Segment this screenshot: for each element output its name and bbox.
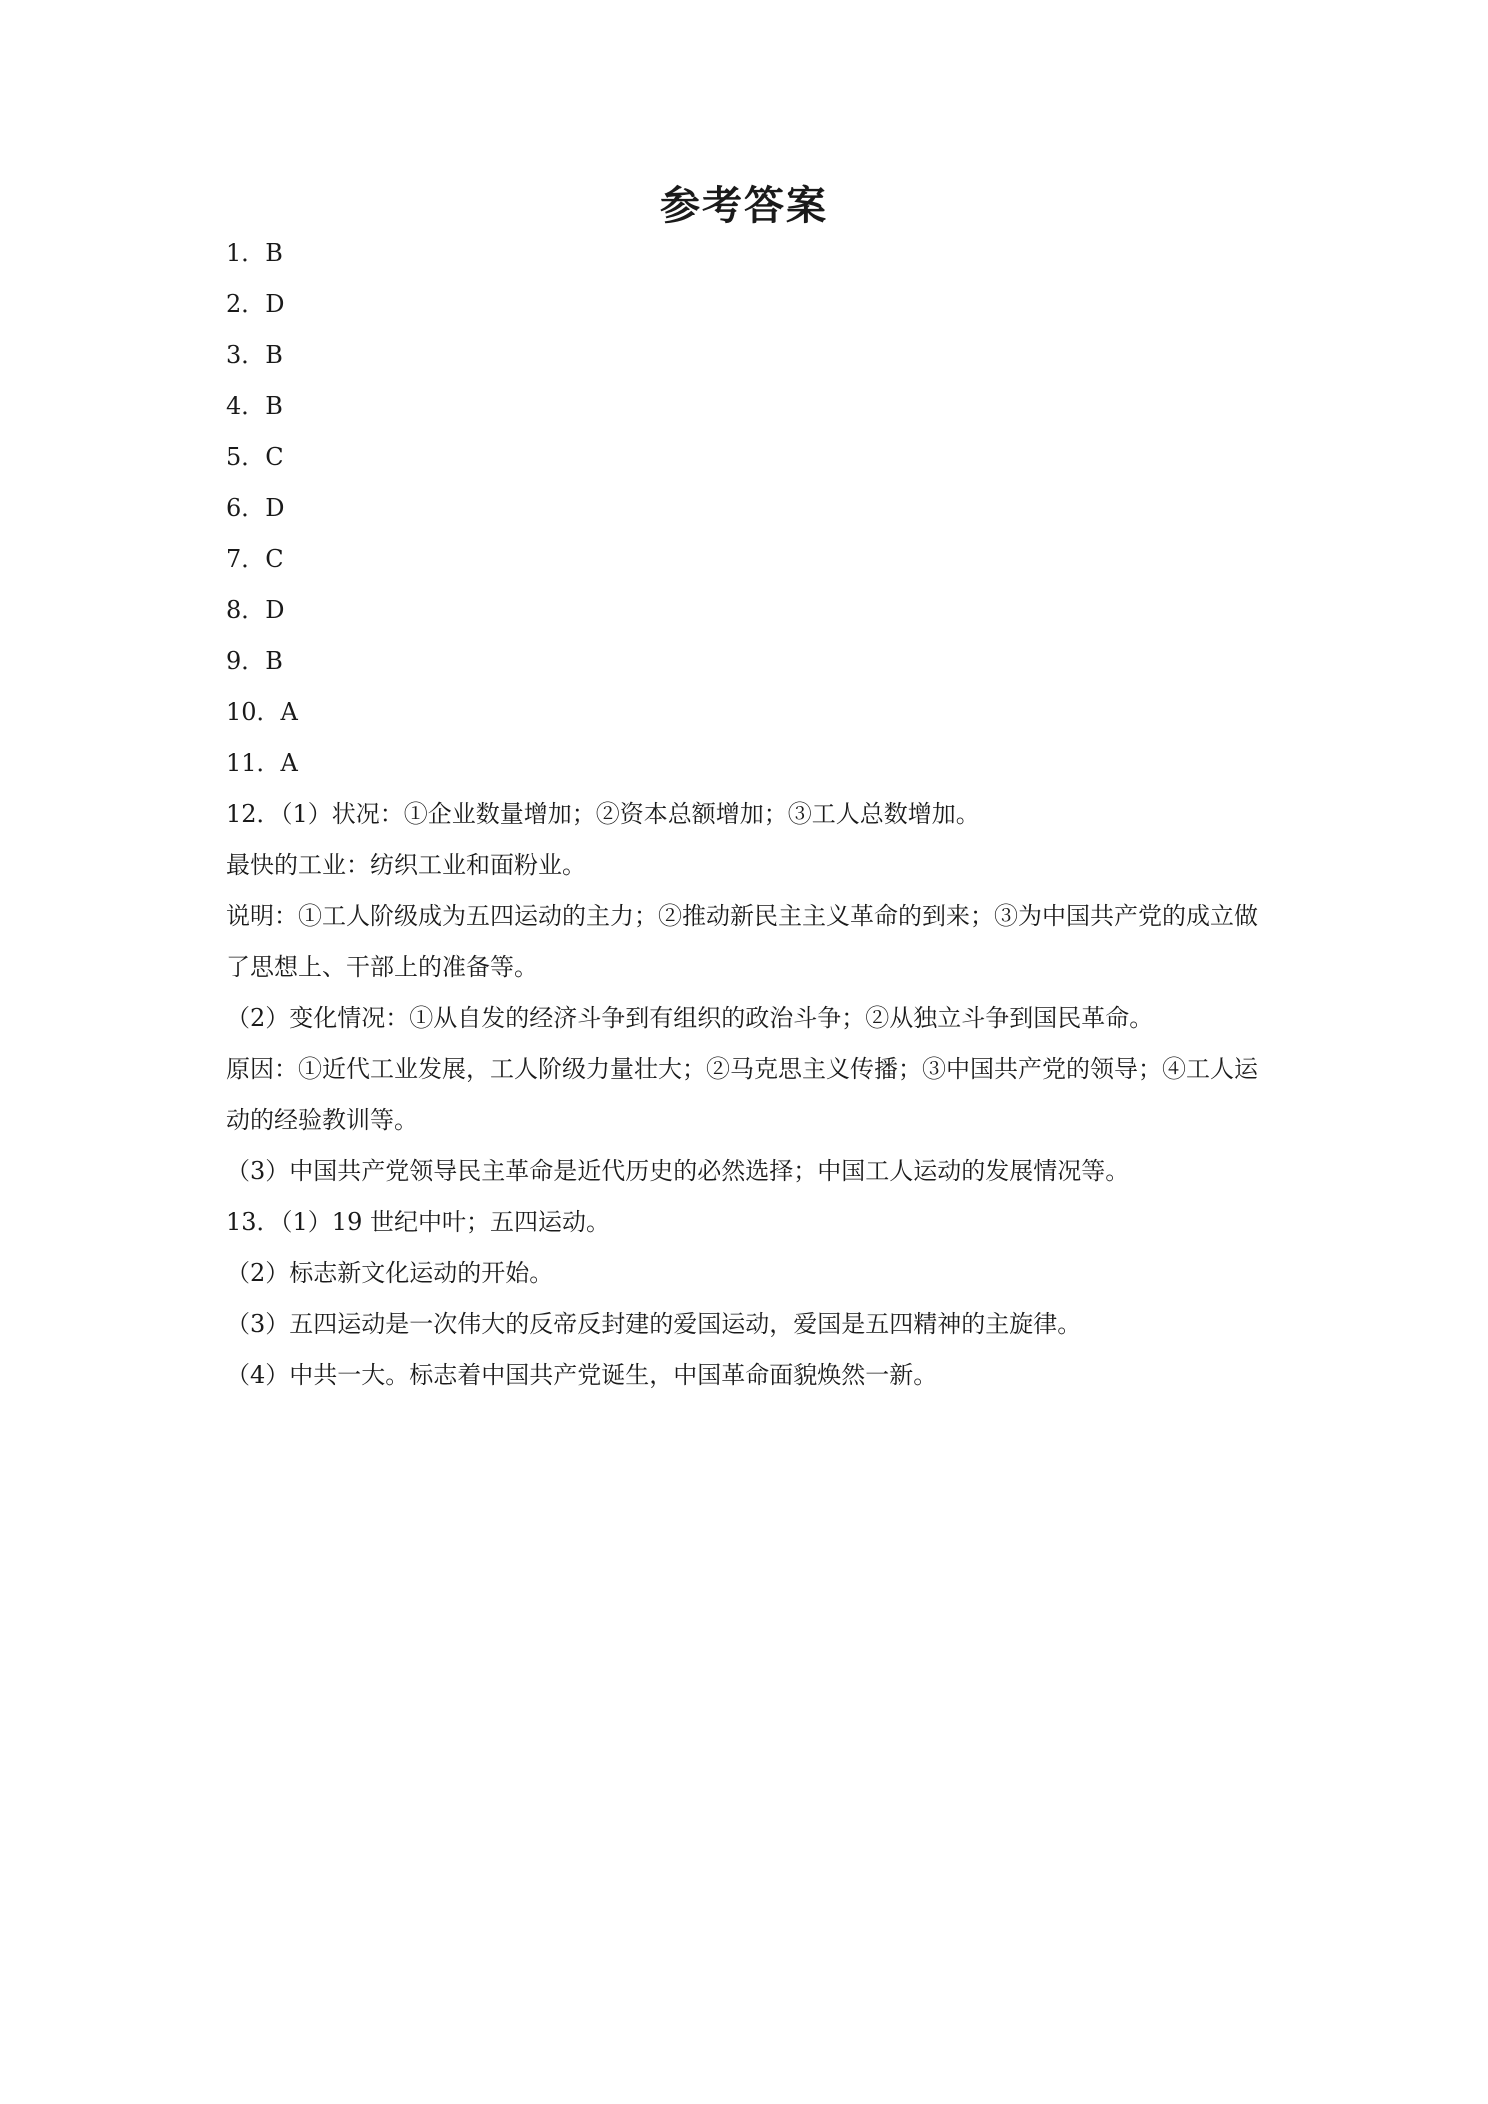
page-title: 参考答案 [660, 182, 828, 229]
answer-item-9: 9．B [226, 647, 283, 675]
answer-item-11: 11．A [226, 749, 298, 777]
answer-list [226, 228, 1266, 1401]
q12-part1-status: 12．（1）状况：①企业数量增加；②资本总额增加；③工人总数增加。 [226, 800, 980, 828]
answer-item-6: 6．D [226, 494, 285, 522]
answer-item-10: 10．A [226, 698, 298, 726]
q13-part3: （3）五四运动是一次伟大的反帝反封建的爱国运动，爱国是五四精神的主旋律。 [226, 1310, 1082, 1338]
q12-part1-explain: 说明：①工人阶级成为五四运动的主力；②推动新民主主义革命的到来；③为中国共产党的成立做了思想上、干部上的准备等。 [226, 902, 1258, 981]
q13-part1: 13．（1）19 世纪中叶；五四运动。 [226, 1208, 610, 1236]
answer-item-5: 5．C [226, 443, 284, 471]
q12-part2-reason: 原因：①近代工业发展，工人阶级力量壮大；②马克思主义传播；③中国共产党的领导；④工人运动的经验教训等。 [226, 1055, 1258, 1134]
q12-part1-fastest: 最快的工业：纺织工业和面粉业。 [226, 851, 586, 879]
answer-item-8: 8．D [226, 596, 285, 624]
answer-item-3: 3．B [226, 341, 283, 369]
answer-item-2: 2．D [226, 290, 285, 318]
q13-part4: （4）中共一大。标志着中国共产党诞生，中国革命面貌焕然一新。 [226, 1361, 938, 1389]
answer-item-7: 7．C [226, 545, 284, 573]
q12-part3: （3）中国共产党领导民主革命是近代历史的必然选择；中国工人运动的发展情况等。 [226, 1157, 1130, 1185]
q13-part2: （2）标志新文化运动的开始。 [226, 1259, 554, 1287]
answer-item-1: 1．B [226, 239, 283, 267]
q12-part2-change: （2）变化情况：①从自发的经济斗争到有组织的政治斗争；②从独立斗争到国民革命。 [226, 1004, 1154, 1032]
answer-item-4: 4．B [226, 392, 283, 420]
